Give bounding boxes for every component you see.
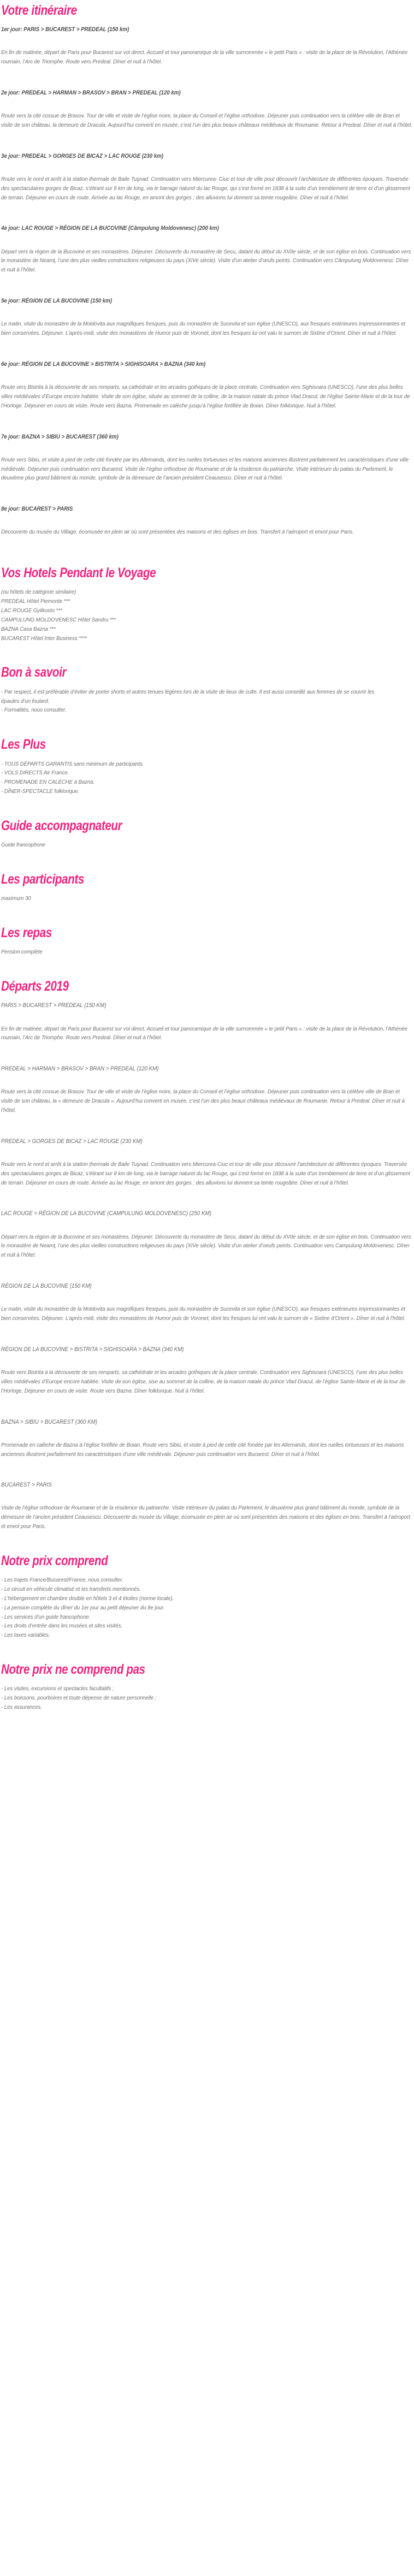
departs-day-5: [1, 1282, 413, 1324]
participants-value: maximum 30: [1, 896, 31, 902]
prix-comprend-item: - Le circuit en véhicule climatisé et les transferts mentionnés.: [1, 1586, 141, 1593]
day-description: Route vers le nord et arrêt à la station thermale de Baile Tuşnad. Continuation vers Miercurea- Ciuc et tour de ville pour découvrir l’architecture de différentes époques. Traversée des spectaculaires gorges de Bicaz, s’étirant sur 8 km de long, via le barrage naturel du lac Rouge, qui s’est formé en 1838 à la suite d’un tremblement de terre et d’un glissement de terrain. Déjeuner en cours de route. Arrivée au lac Rouge, en amont des gorges ; des alluvions lui donnent sa teinte rougeâtre. Dîner et nuit à l’hôtel.: [1, 176, 410, 201]
section-title-bon-a-savoir: Bon à savoir: [1, 665, 67, 680]
route-description: Le matin, visite du monastère de la Moldovita aux magnifiques fresques, puis du monastère de Sucevita et son église (UNESCO), aux fresques extérieures impressionnantes et bien conservées. Déjeuner. L’après-midi, visite des monastères de Humor puis de Voronet, dont les fresques lui ont valu le surnom de « Sixtine d’Orient ». Dîner et nuit à l’hôtel.: [1, 1306, 406, 1322]
section-title-prix-ne-comprend-pas: Notre prix ne comprend pas: [1, 1662, 145, 1678]
day-description: Route vers la cité cossue de Brasov. Tour de ville et visite de l’église noire, la place du Conseil et l’église orthodoxe. Déjeuner puis continuation vers la célèbre ville de Bran et visite de son château, la demeure de Dracula. Aujourd’hui converti en musée, c’est l’un des plus beaux châteaux médiévaux de Roumanie. Retour à Predeal. Dîner et nuit à l’hôtel.: [1, 113, 413, 128]
route-title: RÉGION DE LA BUCOVINE > BISTRITA > SIGHISOARA > BAZNA (340 KM): [1, 1346, 184, 1353]
day-description: Découverte du musée du Village, écomusée en plein air où sont présentées des maisons et des églises en bois. Transfert à l’aéroport et envol pour Paris.: [1, 529, 354, 536]
route-title: PREDEAL > GORGES DE BICAZ > LAC ROUGE (230 KM): [1, 1138, 143, 1145]
section-title-prix-comprend: Notre prix comprend: [1, 1553, 108, 1568]
route-title: PARIS > BUCAREST > PREDEAL (150 KM): [1, 1002, 107, 1009]
section-title-les-plus: Les Plus: [1, 737, 46, 753]
day-title: 1er jour: PARIS > BUCAREST > PREDEAL (150 km): [1, 26, 129, 33]
departs-day-8: [1, 1481, 413, 1532]
hotel-item: CAMPULUNG MOLDOVENESC Hôtel Sandru ***: [1, 617, 116, 623]
itinerary-day-2: [1, 89, 413, 131]
section-title-repas: Les repas: [1, 925, 52, 941]
section-title-participants: Les participants: [1, 871, 84, 887]
route-description: Route vers la cité cossue de Brasov. Tour de ville et visite de l’église noire, la place du Conseil et l’église orthodoxe. Déjeuner puis continuation vers la célèbre ville de Bran et visite de son château, la « demeure de Dracula ». Aujourd’hui converti en musée, c’est l’un des plus beaux châteaux médiévaux de Roumanie. Retour à Predeal. Dîner et nuit à l’hôtel.: [1, 1089, 405, 1114]
day-description: Route vers Bistrita à la découverte de ses remparts, sa cathédrale et les arcades gothiques de la place centrale. Continuation vers Sighisoara (UNESCO), l’une des plus belles villes médiévales d’Europe encore habitée. Visite de son église, située au sommet de la colline, de la maison natale du prince Vlad Dracul, de l’église Sainte-Marie et de la tour de l’Horloge. Déjeuner en cours de visite. Route vers Bazna. Promenade en calèche jusqu’à l’église fortifiée de Boian. Dîner folklorique. Nuit à l’hôtel.: [1, 384, 410, 409]
hotel-item: BAZNA Casa Bazna ***: [1, 626, 56, 632]
prix-exclu-item: - Les assurances.: [1, 1704, 43, 1711]
prix-comprend-item: - Les trajets France/Bucarest/France, nous consulter.: [1, 1577, 123, 1584]
itinerary-day-8: [1, 505, 413, 537]
itinerary-day-4: [1, 224, 413, 275]
section-title-hotels: Vos Hotels Pendant le Voyage: [1, 565, 156, 581]
section-title-departs: Départs 2019: [1, 979, 69, 994]
departs-day-3: [1, 1138, 413, 1188]
route-description: Route vers Bistrita à la découverte de ses remparts, sa cathédrale et les arcades gothiques de la place centrale. Continuation vers Sighisoara (UNESCO), l’une des plus belles villes médiévales d’Europe encore habitée. Visite de son église, sise au sommet de la colline, de la maison natale du prince Vlad Dracul, de l’église Sainte-Marie et de la tour de l’Horloge. Déjeuner en cours de visite. Route vers Bazna. Dîner folklorique. Nuit à l’hôtel.: [1, 1370, 406, 1394]
bon-a-savoir-item: - Formalités, nous consulter.: [1, 707, 67, 714]
route-description: En fin de matinée, départ de Paris pour Bucarest sur vol direct. Accueil et tour panoramique de la ville surnommée « le petit Paris » : visite de la place de la Révolution, l’Athénée roumain, l’Arc de Triomphe. Route vers Predeal. Dîner et nuit à l’hôtel.: [1, 1026, 408, 1041]
les-plus-item: - TOUS DÉPARTS GARANTIS sans minimum de participants.: [1, 761, 144, 767]
route-description: Visite de l’église orthodoxe de Roumanie et de la résidence du patriarche. Visite intérieure du palais du Parlement, le deuxième plus grand bâtiment du monde, symbole de la démesure de l’ancien président Ceausescu. Découverte du musée du Village, écomusée en plein air où sont présentées des maisons et des églises en bois. Transfert à l’aéroport et envol pour Paris.: [1, 1505, 411, 1530]
section-title-guide: Guide accompagnateur: [1, 818, 122, 833]
hotels-note: (ou hôtels de catégorie similaire): [1, 589, 76, 596]
prix-comprend-item: - La pension complète du dîner du 1er jour au petit déjeuner du 8e jour.: [1, 1604, 165, 1611]
guide-value: Guide francophone: [1, 842, 45, 849]
day-description: Route vers Sibiu, et visite à pied de cette cité fondée par les Allemands, dont les ruelles tortueuses et les maisons anciennes illustrent parfaitement les caractéristiques d’une ville médiévale. Déjeuner puis continuation vers Bucarest. Visite de l’église orthodoxe de Roumanie et de la résidence du patriarche. Visite intérieure du palais du Parlement, le deuxième plus grand bâtiment du monde, symbole de la démesure de l’ancien président Ceausescu. Dîner et nuit à l’hôtel.: [1, 457, 409, 482]
les-plus-item: - VOLS DIRECTS Air France.: [1, 770, 69, 777]
les-plus-item: - DÎNER-SPECTACLE folklorique.: [1, 789, 80, 795]
day-title: 6e jour: RÉGION DE LA BUCOVINE > BISTRITA > SIGHISOARA > BAZNA (340 km): [1, 360, 206, 368]
departs-day-1: [1, 1002, 413, 1043]
route-title: PREDEAL > HARMAN > BRASOV > BRAN > PREDEAL (120 KM): [1, 1065, 159, 1073]
route-title: RÉGION DE LA BUCOVINE (150 KM): [1, 1283, 92, 1290]
route-title: LAC ROUGE > RÉGION DE LA BUCOVINE (CAMPULUNG MOLDOVENESC) (250 KM): [1, 1210, 211, 1217]
hotel-item: PREDEAL Hôtel Piemonte ***: [1, 599, 70, 605]
departs-day-2: [1, 1065, 413, 1116]
day-title: 2e jour: PREDEAL > HARMAN > BRASOV > BRAN > PREDEAL (120 km): [1, 90, 181, 97]
day-description: Le matin, visite du monastère de la Moldovita aux magnifiques fresques, puis du monastère de Sucevita et son église (UNESCO), aux fresques extérieures impressionnantes et bien conservées. Déjeuner. L’après-midi, visite des monastères de Humor puis de Voronet, dont les fresques lui ont valu le surnom de Sixtine d’Orient. Dîner et nuit à l’hôtel.: [1, 321, 405, 337]
itinerary-day-5: [1, 297, 413, 339]
itinerary-day-1: [1, 26, 413, 67]
day-title: 7e jour: BAZNA > SIBIU > BUCAREST (360 km): [1, 433, 119, 440]
page-title-itineraire: Votre itinéraire: [1, 3, 77, 18]
prix-exclu-item: - Les boissons, pourboires et toute dépense de nature personnelle ;: [1, 1695, 157, 1702]
hotel-item: LAC ROUGE Gyilkosto ***: [1, 608, 62, 614]
day-title: 8e jour: BUCAREST > PARIS: [1, 506, 73, 513]
day-title: 3e jour: PREDEAL > GORGES DE BICAZ > LAC ROUGE (230 km): [1, 152, 163, 159]
route-description: Route vers le nord et arrêt à la station thermale de Baile Tuşnad. Continuation vers Miercurea-Ciuc et tour de ville pour découvrir l’architecture de différentes époques. Traversée des spectaculaires gorges de Bicaz, s’étirant sur 8 km de long, via le barrage naturel du lac Rouge, qui s’est formé en 1838 à la suite d’un tremblement de terre et d’un glissement de terrain. Déjeuner en cours de route. Arrivée au lac Rouge, en amont des gorges ; des alluvions lui donnent sa teinte rougeâtre. Dîner et nuit à l’hôtel.: [1, 1161, 410, 1186]
route-title: BUCAREST > PARIS: [1, 1482, 52, 1489]
prix-comprend-item: - L’hébergement en chambre double en hôtels 3 et 4 étoiles (norme locale).: [1, 1595, 174, 1602]
repas-value: Pension complète: [1, 949, 43, 956]
bon-a-savoir-item: - Par respect, il est préférable d’éviter de porter shorts et autres tenues légères lors de la visite de lieux de culte. Il est aussi conseillé aux femmes de se couvrir les épaules d’un foulard.: [1, 689, 375, 704]
day-description: En fin de matinée, départ de Paris pour Bucarest sur vol direct. Accueil et tour panoramique de la ville surnommée « le petit Paris » : visite de la place de la Révolution, l’Athénée roumain, l’Arc de Triomphe. Route vers Predeal. Dîner et nuit à l’hôtel.: [1, 50, 408, 66]
route-description: Promenade en calèche de Bazna à l’église fortifiée de Boian. Route vers Sibiu, et visite à pied de cette cité fondée par les Allemands, dont les ruelles tortueuses et les maisons anciennes illustrent parfaitement les caractéristiques d’une ville médiévale. Déjeuner puis continuation vers Bucarest. Dîner et nuit à l’hôtel.: [1, 1442, 404, 1458]
hotel-item: BUCAREST Hôtel Inter Business ****: [1, 635, 87, 642]
prix-comprend-item: - Les droits d’entrée dans les musées et sites visités.: [1, 1623, 123, 1630]
route-title: BAZNA > SIBIU > BUCAREST (360 KM): [1, 1418, 97, 1425]
itinerary-day-3: [1, 152, 413, 203]
departs-day-6: [1, 1346, 413, 1396]
route-description: Départ vers la région de la Bucovine et ses monastères. Déjeuner. Découverte du monastère de Secu, datant du début du XVIIe siècle, et de son église en bois. Continuation vers le monastère de Neamţ, l’une des plus vieilles constructions religieuses du pays (XIVe siècle). Visite d’un atelier d’oeufs peints. Continuation vers Campulung Moldovenesc. Dîner et nuit à l’hôtel.: [1, 1234, 411, 1259]
itinerary-day-6: [1, 360, 413, 411]
itinerary-day-7: [1, 433, 413, 484]
prix-comprend-item: - Les taxes variables.: [1, 1632, 50, 1639]
day-description: Départ vers la région de la Bucovine et ses monastères. Déjeuner. Découverte du monastère de Secu, datant du début du XVIIe siècle, et de son église en bois. Continuation vers le monastère de Neamţ, l’une des plus vieilles constructions religieuses du pays (XIVe siècle). Visite d’un atelier d’œufs peints. Continuation vers Câmpulung Moldovenesc. Dîner et nuit à l’hôtel.: [1, 248, 411, 274]
prix-exclu-item: - Les visites, excursions et spectacles facultatifs ;: [1, 1686, 114, 1692]
prix-comprend-item: - Les services d’un guide francophone.: [1, 1614, 91, 1620]
les-plus-item: - PROMENADE EN CALÈCHE à Bazna.: [1, 779, 95, 786]
day-title: 5e jour: RÉGION DE LA BUCOVINE (150 km): [1, 298, 112, 305]
day-title: 4e jour: LAC ROUGE > RÉGION DE LA BUCOVINE (Câmpulung Moldovenesc) (200 km): [1, 225, 219, 232]
departs-day-7: [1, 1418, 413, 1460]
departs-day-4: [1, 1210, 413, 1260]
